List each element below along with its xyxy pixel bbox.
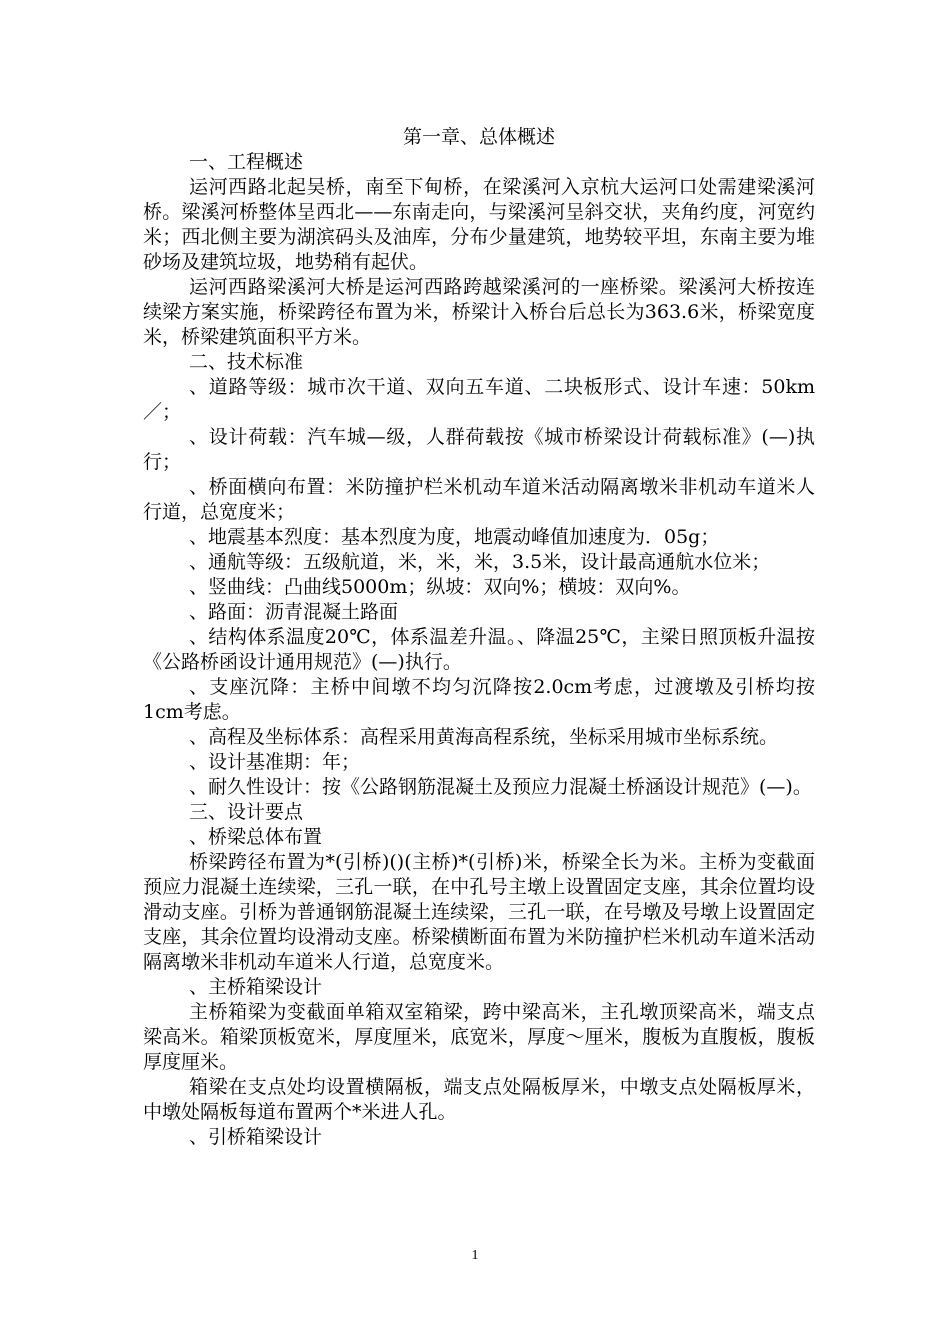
list-item: 、结构体系温度20℃，体系温差升温。、降温25℃，主梁日照顶板升温按《公路桥函设计通用规范》(—)执行。 — [143, 626, 815, 673]
section-heading-overview: 一、工程概述 — [189, 151, 304, 173]
list-item: 、地震基本烈度：基本烈度为度，地震动峰值加速度为．05g； — [189, 526, 720, 548]
list-item: 、高程及坐标体系：高程采用黄海高程系统，坐标采用城市坐标系统。 — [189, 726, 779, 748]
list-item: 、通航等级：五级航道，米，米，米，3.5米，设计最高通航水位米； — [189, 551, 771, 573]
document-body — [143, 124, 815, 1150]
list-item: 、支座沉降：主桥中间墩不均匀沉降按2.0cm考虑，过渡墩及引桥均按1cm考虑。 — [143, 676, 815, 723]
subsection-heading: 、引桥箱梁设计 — [189, 1126, 323, 1148]
section-heading-design-points: 三、设计要点 — [189, 801, 304, 823]
list-item: 、桥面横向布置：米防撞护栏米机动车道米活动隔离墩米非机动车道米人行道，总宽度米； — [143, 476, 815, 523]
paragraph: 运河西路北起吴桥，南至下甸桥，在梁溪河入京杭大运河口处需建梁溪河桥。梁溪河桥整体呈西北——东南走向，与梁溪河呈斜交状，夹角约度，河宽约米；西北侧主要为湖滨码头及油库，分布少量建筑，地势较平坦，东南主要为堆砂场及建筑垃圾，地势稍有起伏。 — [143, 176, 815, 273]
paragraph: 主桥箱梁为变截面单箱双室箱梁，跨中梁高米，主孔墩顶梁高米，端支点梁高米。箱梁顶板宽米，厚度厘米，底宽米，厚度～厘米，腹板为直腹板，腹板厚度厘米。 — [143, 1001, 815, 1073]
paragraph: 运河西路梁溪河大桥是运河西路跨越梁溪河的一座桥梁。梁溪河大桥按连续梁方案实施，桥梁跨径布置为米，桥梁计入桥台后总长为363.6米，桥梁宽度米，桥梁建筑面积平方米。 — [143, 276, 815, 348]
list-item: 、设计基准期：年； — [189, 751, 361, 773]
page-number: 1 — [471, 1248, 479, 1263]
list-item: 、路面：沥青混凝土路面 — [189, 601, 399, 623]
section-heading-standards: 二、技术标准 — [189, 351, 304, 373]
chapter-title: 第一章、总体概述 — [402, 126, 555, 148]
list-item: 、道路等级：城市次干道、双向五车道、二块板形式、设计车速：50km／； — [143, 376, 815, 423]
list-item: 、耐久性设计：按《公路钢筋混凝土及预应力混凝土桥涵设计规范》(—)。 — [189, 776, 812, 798]
subsection-heading: 、桥梁总体布置 — [189, 826, 323, 848]
paragraph: 箱梁在支点处均设置横隔板，端支点处隔板厚米，中墩支点处隔板厚米，中墩处隔板每道布置两个*米进人孔。 — [143, 1076, 815, 1123]
paragraph: 桥梁跨径布置为*(引桥)()(主桥)*(引桥)米，桥梁全长为米。主桥为变截面预应力混凝土连续梁，三孔一联，在中孔号主墩上设置固定支座，其余位置均设滑动支座。引桥为普通钢筋混凝土连续梁，三孔一联，在号墩及号墩上设置固定支座，其余位置均设滑动支座。桥梁横断面布置为米防撞护栏米机动车道米活动隔离墩米非机动车道米人行道，总宽度米。 — [143, 851, 815, 973]
list-item: 、设计荷载：汽车城—级，人群荷载按《城市桥梁设计荷载标准》(—)执行； — [143, 426, 815, 473]
subsection-heading: 、主桥箱梁设计 — [189, 976, 323, 998]
list-item: 、竖曲线：凸曲线5000m；纵坡：双向%；横坡：双向%。 — [189, 576, 691, 598]
